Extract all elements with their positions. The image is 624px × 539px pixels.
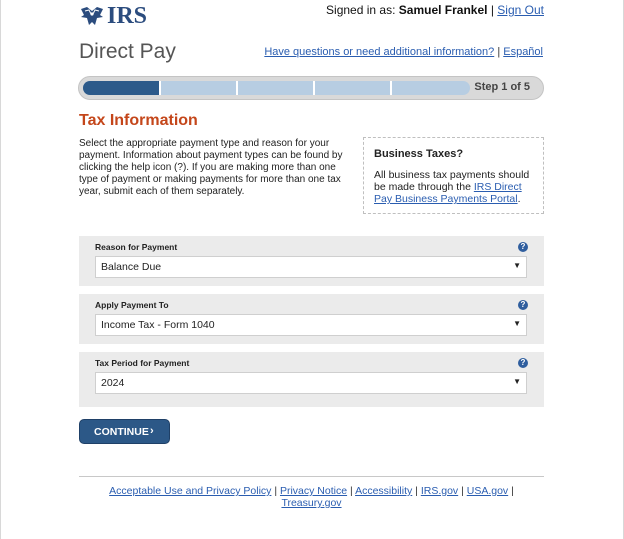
signed-in-label: Signed in as: [326, 3, 396, 17]
progress-divider [159, 81, 161, 95]
signed-in-status [326, 3, 544, 17]
progress-divider [390, 81, 392, 95]
apply-payment-to-label: Apply Payment To [95, 300, 169, 310]
reason-for-payment-value: Balance Due [101, 261, 162, 273]
tax-period-select[interactable] [95, 372, 527, 394]
progress-divider [313, 81, 315, 95]
footer-link-irs-gov[interactable]: IRS.gov [420, 485, 459, 497]
signed-in-separator: | [490, 3, 494, 17]
tax-period-value: 2024 [101, 377, 125, 389]
apply-payment-to-value: Income Tax - Form 1040 [101, 319, 215, 331]
chevron-right-icon: › [150, 425, 154, 437]
apply-payment-to-select[interactable] [95, 314, 527, 336]
footer-links [79, 485, 544, 509]
chevron-down-icon: ▼ [513, 319, 521, 328]
questions-link[interactable]: Have questions or need additional information? [264, 46, 495, 58]
footer-link-accessibility[interactable]: Accessibility [355, 485, 413, 497]
tax-period-label: Tax Period for Payment [95, 358, 190, 368]
footer-divider [79, 476, 544, 477]
reason-for-payment-label: Reason for Payment [95, 242, 178, 252]
page-frame-left [0, 0, 1, 539]
footer-separator: | [458, 485, 467, 497]
reason-for-payment-field [79, 236, 544, 286]
reason-for-payment-select[interactable] [95, 256, 527, 278]
irs-logo-text: IRS [107, 3, 148, 29]
help-icon[interactable]: ? [518, 300, 528, 310]
chevron-down-icon: ▼ [513, 261, 521, 270]
business-taxes-period: . [517, 193, 521, 205]
tax-information-form [79, 236, 544, 407]
step-label: Step 1 of 5 [474, 81, 530, 93]
section-title: Tax Information [79, 112, 198, 129]
help-icon[interactable]: ? [518, 242, 528, 252]
progress-track [83, 81, 470, 95]
business-taxes-box [363, 137, 544, 214]
irs-logo[interactable] [79, 4, 147, 28]
page-title: Direct Pay [79, 40, 176, 63]
apply-payment-to-field [79, 294, 544, 344]
footer-link-privacy-notice[interactable]: Privacy Notice [279, 485, 348, 497]
help-links-separator: | [497, 46, 501, 58]
progress-divider [236, 81, 238, 95]
footer-separator: | [412, 485, 421, 497]
footer-separator: | [508, 485, 514, 497]
footer-link-treasury-gov[interactable]: Treasury.gov [281, 497, 342, 509]
continue-label: CONTINUE [94, 426, 149, 438]
sign-out-link[interactable]: Sign Out [497, 3, 544, 17]
help-icon[interactable]: ? [518, 358, 528, 368]
business-taxes-text [374, 169, 533, 205]
progress-bar [78, 76, 544, 100]
chevron-down-icon: ▼ [513, 377, 521, 386]
continue-button[interactable] [79, 419, 170, 444]
field-divider [79, 344, 544, 352]
user-name: Samuel Frankel [398, 3, 488, 17]
footer-separator: | [271, 485, 280, 497]
intro-text: Select the appropriate payment type and reason for your payment. Information about payment types can be found by clicking the help icon (?). If you are making more than one type of payment or making payments for more than one tax year, submit each of them separately. [79, 138, 343, 197]
business-payments-portal-link[interactable]: IRS Direct Pay Business Payments Portal [374, 181, 522, 205]
footer-separator: | [347, 485, 356, 497]
espanol-link[interactable]: Español [503, 46, 543, 58]
footer-link-acceptable-use-and-privacy-policy[interactable]: Acceptable Use and Privacy Policy [109, 485, 272, 497]
irs-eagle-icon [79, 5, 105, 27]
business-taxes-title: Business Taxes? [374, 148, 464, 160]
tax-period-field [79, 352, 544, 407]
progress-fill [83, 81, 160, 95]
footer-link-usa-gov[interactable]: USA.gov [466, 485, 509, 497]
field-divider [79, 286, 544, 294]
help-links [264, 46, 543, 58]
business-taxes-body: All business tax payments should be made through the [374, 169, 530, 193]
